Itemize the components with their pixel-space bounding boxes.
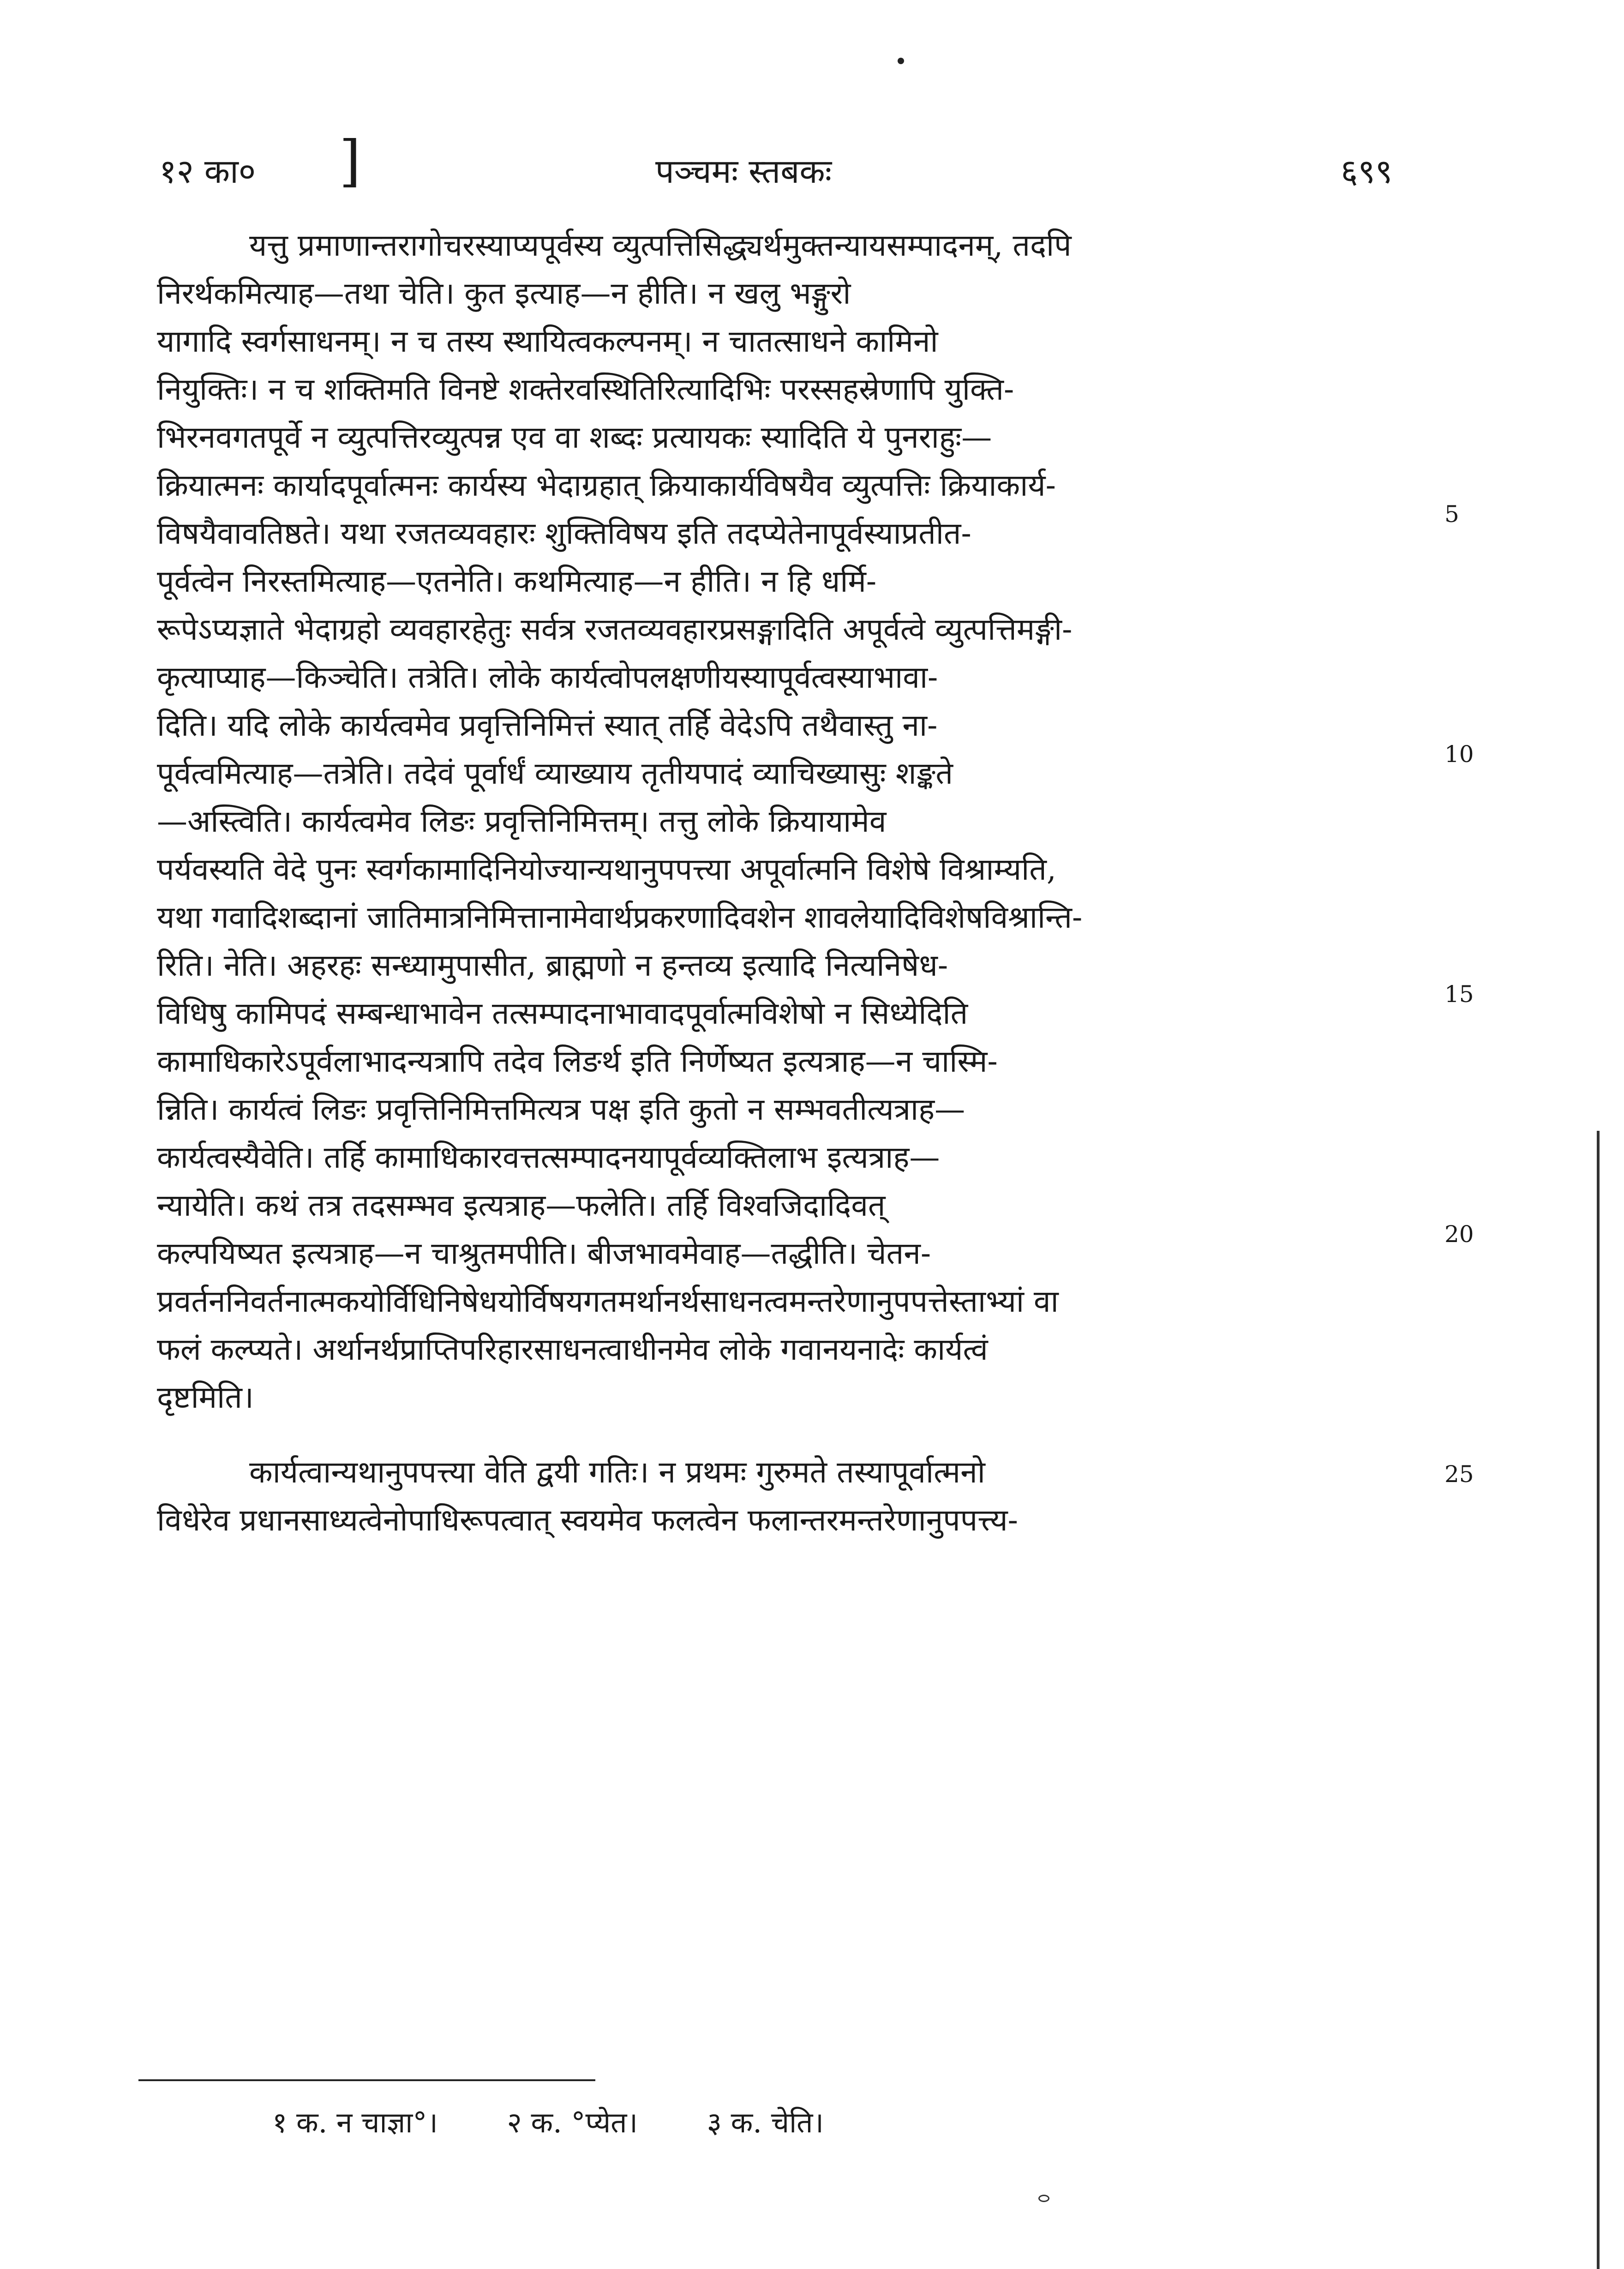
text-line: यथा गवादिशब्दानां जातिमात्रनिमित्तानामेवार्थप्रकरणादिवशेन शावलेयादिविशेषविश्रान्ति- <box>157 900 1083 935</box>
text-line: प्रवर्तननिवर्तनात्मकयोर्विधिनिषेधयोर्विषयगतमर्थानर्थसाधनत्वमन्तरेणानुपपत्तेस्ताभ्यां वा <box>157 1284 1059 1319</box>
text-line: भिरनवगतपूर्वे न व्युत्पत्तिरव्युत्पन्न एव वा शब्दः प्रत्यायकः स्यादिति ये पुनराहुः— <box>157 420 992 455</box>
footnote: २ क. °प्येत। <box>507 2106 638 2139</box>
line-number: 5 <box>1444 501 1459 528</box>
page-number: ६९९ <box>1341 152 1393 191</box>
line-number: 10 <box>1444 741 1474 768</box>
text-line: कृत्याप्याह—किञ्चेति। तत्रेति। लोके कार्यत्वोपलक्षणीयस्यापूर्वत्वस्याभावा- <box>157 660 938 695</box>
header-bracket: ] <box>339 129 361 193</box>
footnote-rule <box>138 2079 595 2081</box>
text-line: पूर्वत्वेन निरस्तमित्याह—एतनेति। कथमित्याह—न हीति। न हि धर्मि- <box>157 564 877 599</box>
footnote: १ क. न चाज्ञा°। <box>272 2106 438 2139</box>
text-line: न्निति। कार्यत्वं लिङः प्रवृत्तिनिमित्तमित्यत्र पक्ष इति कुतो न सम्भवतीत्यत्राह— <box>157 1092 965 1127</box>
text-line: फलं कल्प्यते। अर्थानर्थप्राप्तिपरिहारसाधनत्वाधीनमेव लोके गवानयनादेः कार्यत्वं <box>157 1332 988 1367</box>
text-line: क्रियात्मनः कार्यादपूर्वात्मनः कार्यस्य भेदाग्रहात् क्रियाकार्यविषयैव व्युत्पत्तिः क्रियाकार्य- <box>157 468 1056 503</box>
scan-speck <box>1038 2195 1049 2202</box>
scan-edge-line <box>1597 1131 1600 2269</box>
chapter-title: पञ्चमः स्तबकः <box>655 152 832 191</box>
scan-speck <box>898 58 904 64</box>
text-line: कार्यत्वान्यथानुपपत्त्या वेति द्वयी गतिः। न प्रथमः गुरुमते तस्यापूर्वात्मनो <box>249 1454 985 1490</box>
text-line: निरर्थकमित्याह—तथा चेति। कुत इत्याह—न हीति। न खलु भङ्गुरो <box>157 276 851 311</box>
text-line: कार्यत्वस्यैवेति। तर्हि कामाधिकारवत्तत्सम्पादनयापूर्वव्यक्तिलाभ इत्यत्राह— <box>157 1140 940 1175</box>
line-number: 15 <box>1444 981 1474 1008</box>
text-line: पर्यवस्यति वेदे पुनः स्वर्गकामादिनियोज्यान्यथानुपपत्त्या अपूर्वात्मनि विशेषे विश्राम्यति, <box>157 852 1056 887</box>
text-line: रिति। नेति। अहरहः सन्ध्यामुपासीत, ब्राह्मणो न हन्तव्य इत्यादि नित्यनिषेध- <box>157 948 948 983</box>
text-line: विधिषु कामिपदं सम्बन्धाभावेन तत्सम्पादनाभावादपूर्वात्मविशेषो न सिध्येदिति <box>157 996 968 1031</box>
footnote: ३ क. चेति। <box>707 2106 824 2139</box>
section-label: १२ का० <box>159 152 256 191</box>
line-number: 25 <box>1444 1461 1474 1488</box>
line-number: 20 <box>1444 1221 1474 1248</box>
footnotes <box>272 2102 884 2141</box>
text-line: यागादि स्वर्गसाधनम्। न च तस्य स्थायित्वकल्पनम्। न चातत्साधने कामिनो <box>157 324 938 359</box>
text-line: यत्तु प्रमाणान्तरागोचरस्याप्यपूर्वस्य व्युत्पत्तिसिद्ध्यर्थमुक्तन्यायसम्पादनम्, तदपि <box>249 228 1072 263</box>
text-line: कामाधिकारेऽपूर्वलाभादन्यत्रापि तदेव लिङर्थ इति निर्णेष्यत इत्यत्राह—न चास्मि- <box>157 1044 998 1079</box>
text-line: —अस्त्विति। कार्यत्वमेव लिङः प्रवृत्तिनिमित्तम्। तत्तु लोके क्रियायामेव <box>157 804 887 839</box>
text-line: रूपेऽप्यज्ञाते भेदाग्रहो व्यवहारहेतुः सर्वत्र रजतव्यवहारप्रसङ्गादिति अपूर्वत्वे व्युत्पत्तिमङ्गी- <box>157 612 1073 647</box>
text-line: न्यायेति। कथं तत्र तदसम्भव इत्यत्राह—फलेति। तर्हि विश्वजिदादिवत् <box>157 1188 886 1223</box>
text-line: पूर्वत्वमित्याह—तत्रेति। तदेवं पूर्वार्धं व्याख्याय तृतीयपादं व्याचिख्यासुः शङ्कते <box>157 756 953 791</box>
text-line: दिति। यदि लोके कार्यत्वमेव प्रवृत्तिनिमित्तं स्यात् तर्हि वेदेऽपि तथैवास्तु ना- <box>157 708 938 743</box>
text-line: कल्पयिष्यत इत्यत्राह—न चाश्रुतमपीति। बीजभावमेवाह—तद्धीति। चेतन- <box>157 1236 931 1271</box>
text-line: नियुक्तिः। न च शक्तिमति विनष्टे शक्तेरवस्थितिरित्यादिभिः परस्सहस्रेणापि युक्ति- <box>157 372 1014 407</box>
running-header <box>0 129 1624 193</box>
main-text <box>157 222 1412 1544</box>
text-line: दृष्टमिति। <box>157 1380 254 1415</box>
text-line: विषयैवावतिष्ठते। यथा रजतव्यवहारः शुक्तिविषय इति तदप्येतेनापूर्वस्याप्रतीत- <box>157 516 971 551</box>
text-line: विधेरेव प्रधानसाध्यत्वेनोपाधिरूपत्वात् स्वयमेव फलत्वेन फलान्तरमन्तरेणानुपपत्त्य- <box>157 1502 1018 1538</box>
